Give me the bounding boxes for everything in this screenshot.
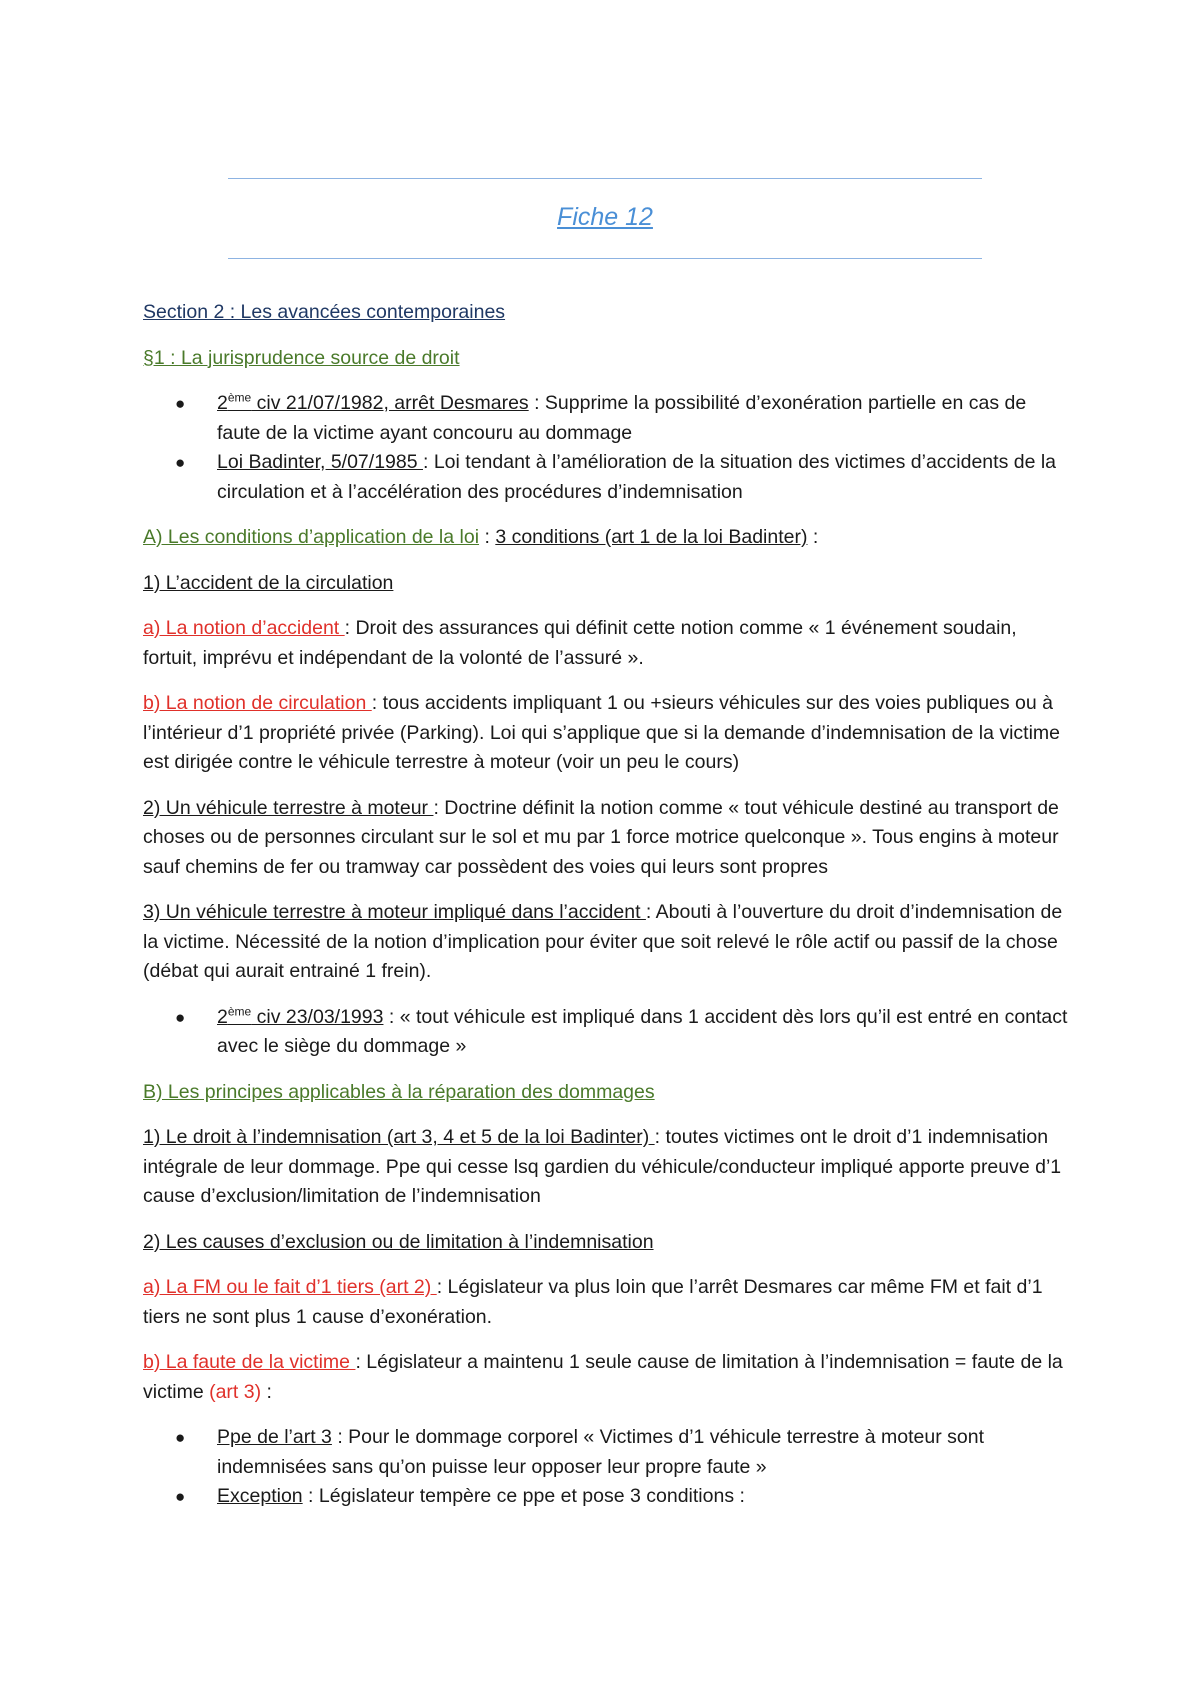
list-item [143, 448, 1073, 507]
part-b-heading: B) Les principes applicables à la réparation des dommages [143, 1080, 655, 1103]
subheading-2: 2) Un véhicule terrestre à moteur : Doctrine définit la notion comme « tout véhicule destiné au transport de choses ou de personnes circulant sur le sol et mu par 1 force motrice quelconque ». Tous engins à moteur sauf chemins de fer ou tramway car possèdent des voies qui leurs sont propres [143, 796, 1059, 878]
bullet-icon: ● [175, 1007, 186, 1027]
exception-reference: Exception [217, 1485, 303, 1507]
title-top-rule [228, 178, 982, 179]
subheading-3: 3) Un véhicule terrestre à moteur impliqué dans l’accident : Abouti à l’ouverture du droit d’indemnisation de la victime. Nécessité de la notion d’implication pour éviter que soit relevé le rôle actif ou passif de la chose (débat qui aurait entrainé 1 frein). [143, 901, 1063, 982]
title-bottom-rule [228, 258, 982, 259]
principle-reference: Ppe de l’art 3 [217, 1426, 332, 1448]
part-a-heading: A) Les conditions d’application de la loi : 3 conditions (art 1 de la loi Badinter) : [143, 526, 819, 548]
notion-accident: a) La notion d’accident : Droit des assurances qui définit cette notion comme « 1 événement soudain, fortuit, imprévu et indépendant de la volonté de l’assuré ». [143, 617, 1017, 669]
list-item [143, 1482, 1073, 1512]
item-text: : Loi tendant à l’amélioration de la situation des victimes d’accidents de la circulation et à l’accélération des procédures d’indemnisation [217, 451, 1057, 503]
bullet-list-2 [143, 1003, 1073, 1062]
notion-circulation: b) La notion de circulation : tous accidents impliquant 1 ou +sieurs véhicules sur des voies publiques ou à l’intérieur d’1 propriété privée (Parking). Loi qui s’applique que si la demande d’indemnisation de la victime est dirigée contre le véhicule terrestre à moteur (voir un peu le cours) [143, 692, 1061, 773]
case-reference: 2ème civ 23/03/1993 [217, 1004, 384, 1028]
item-text: : Supprime la possibilité d’exonération partielle en cas de faute de la victime ayant concouru au dommage [217, 392, 1027, 444]
list-item [143, 1423, 1073, 1482]
fm-tiers: a) La FM ou le fait d’1 tiers (art 2) : Législateur va plus loin que l’arrêt Desmares car même FM et fait d’1 tiers ne sont plus 1 cause d’exonération. [143, 1276, 1043, 1328]
bullet-icon: ● [175, 1487, 186, 1506]
bullet-list-3 [143, 1423, 1073, 1512]
bullet-icon: ● [175, 394, 186, 413]
paragraph-heading: §1 : La jurisprudence source de droit [143, 346, 460, 369]
bullet-icon: ● [175, 1428, 186, 1447]
subheading-1: 1) L’accident de la circulation [143, 571, 394, 594]
bullet-icon: ● [175, 453, 186, 472]
subheading-b2: 2) Les causes d’exclusion ou de limitation à l’indemnisation [143, 1230, 654, 1253]
section-heading: Section 2 : Les avancées contemporaines [143, 301, 506, 323]
list-item [143, 1003, 1073, 1062]
subheading-b1: 1) Le droit à l’indemnisation (art 3, 4 et 5 de la loi Badinter) : toutes victimes ont le droit d’1 indemnisation intégrale de leur dommage. Ppe qui cesse lsq gardien du véhicule/conducteur impliqué apporte preuve d’1 cause d’exclusion/limitation de l’indemnisation [143, 1126, 1062, 1207]
document-body [143, 298, 1073, 1528]
item-text: : « tout véhicule est impliqué dans 1 accident dès lors qu’il est entré en contact avec le siège du dommage » [217, 1005, 1068, 1057]
item-text: : Pour le dommage corporel « Victimes d’1 véhicule terrestre à moteur sont indemnisées sans qu’on puisse leur opposer leur propre faute » [217, 1426, 985, 1478]
page-title: Fiche 12 [557, 203, 653, 231]
case-reference: 2ème civ 21/07/1982, arrêt Desmares [217, 390, 529, 414]
list-item [143, 389, 1073, 448]
faute-victime: b) La faute de la victime : Législateur a maintenu 1 seule cause de limitation à l’indemnisation = faute de la victime (art 3) : [143, 1351, 1063, 1403]
bullet-list-1 [143, 389, 1073, 507]
item-text: : Législateur tempère ce ppe et pose 3 conditions : [302, 1485, 745, 1507]
law-reference: Loi Badinter, 5/07/1985 [217, 451, 423, 473]
